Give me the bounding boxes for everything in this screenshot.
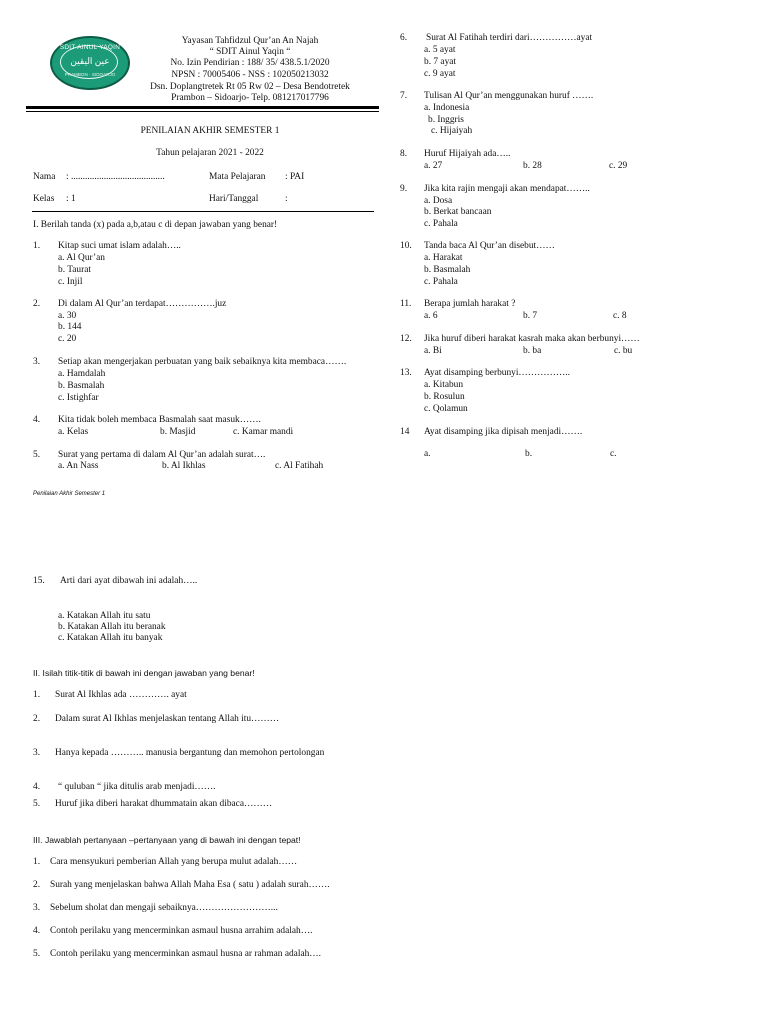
option: c. Istighfar xyxy=(58,393,99,403)
question-text: Jika huruf diberi harakat kasrah maka akan berbunyi…… xyxy=(424,334,640,344)
section1-instruction: I. Berilah tanda (x) pada a,b,atau c di depan jawaban yang benar! xyxy=(33,220,278,230)
fill-number: 4. xyxy=(33,782,41,792)
option: a. Indonesia xyxy=(424,103,470,113)
mapel-value: : PAI xyxy=(285,172,305,182)
question-number: 3. xyxy=(33,357,41,367)
question-number: 2. xyxy=(33,299,41,309)
option: a. Kelas xyxy=(58,427,89,437)
option: b. Basmalah xyxy=(58,381,105,391)
question-text: Surat Al Fatihah terdiri dari……………ayat xyxy=(426,33,593,43)
exam-title: PENILAIAN AKHIR SEMESTER 1 xyxy=(140,126,280,136)
identity-divider xyxy=(32,211,374,212)
kelas-value: : 1 xyxy=(66,194,76,204)
question-number: 4. xyxy=(33,415,41,425)
logo-center-text: عين اليقين xyxy=(70,56,110,66)
option: c. 8 xyxy=(613,311,627,321)
option: c. Katakan Allah itu banyak xyxy=(58,633,163,643)
option: c. 20 xyxy=(58,334,77,344)
footer-label: Penilaian Akhir Semester 1 xyxy=(33,491,106,497)
option: c. Qolamun xyxy=(424,404,468,414)
option: a. 27 xyxy=(424,161,443,171)
school-year: Tahun pelajaran 2021 - 2022 xyxy=(156,148,264,158)
question-text: Arti dari ayat dibawah ini adalah….. xyxy=(60,576,198,586)
question-number: 9. xyxy=(400,184,408,194)
option: a. An Nass xyxy=(58,461,99,471)
question-text: Setiap akan mengerjakan perbuatan yang baik sebaiknya kita membaca……. xyxy=(58,357,347,367)
option: b. Berkat bancaan xyxy=(424,207,492,217)
option: a. 6 xyxy=(424,311,438,321)
option: a. 30 xyxy=(58,311,77,321)
essay-number: 3. xyxy=(33,903,41,913)
option: b. 7 xyxy=(523,311,538,321)
option: b. 7 ayat xyxy=(424,57,457,67)
question-number: 15. xyxy=(33,576,45,586)
hari-value: : xyxy=(285,194,288,204)
option: c. 9 ayat xyxy=(424,69,456,79)
essay-item: Surah yang menjelaskan bahwa Allah Maha Esa ( satu ) adalah surah……. xyxy=(50,880,330,890)
question-text: Jika kita rajin mengaji akan mendapat…….. xyxy=(424,184,590,194)
option: b. Taurat xyxy=(58,265,92,275)
logo-ring-text: SDIT AINUL YAQIN xyxy=(59,44,121,51)
nama-label: Nama xyxy=(33,172,56,182)
option: b. xyxy=(525,449,533,459)
section2-instruction: II. Isilah titik-titik di bawah ini dengan jawaban yang benar! xyxy=(33,668,255,678)
question-number: 11. xyxy=(400,299,412,309)
essay-number: 5. xyxy=(33,949,41,959)
option: b. 28 xyxy=(523,161,542,171)
option: b. Al Ikhlas xyxy=(162,461,206,471)
option: a. Harakat xyxy=(424,253,463,263)
school-logo xyxy=(50,36,130,90)
essay-item: Contoh perilaku yang mencerminkan asmaul husna arrahim adalah…. xyxy=(50,926,313,936)
option: b. Inggris xyxy=(428,115,464,125)
question-text: Kitap suci umat islam adalah….. xyxy=(58,241,181,251)
address-phone: Prambon – Sidoarjo- Telp. 081217017796 xyxy=(171,93,329,103)
question-text: Tulisan Al Qur’an menggunakan huruf ……. xyxy=(424,91,594,101)
logo-bottom-text: PRAMBON · SIDOARJO xyxy=(64,72,116,77)
option: c. Al Fatihah xyxy=(275,461,324,471)
option: a. Katakan Allah itu satu xyxy=(58,611,151,621)
option: c. bu xyxy=(614,346,633,356)
option: a. 5 ayat xyxy=(424,45,456,55)
option: b. 144 xyxy=(58,322,82,332)
fill-item: Surat Al Ikhlas ada …………. ayat xyxy=(55,690,187,700)
option: a. Al Qur’an xyxy=(58,253,105,263)
question-number: 10. xyxy=(400,241,412,251)
question-text: Ayat disamping berbunyi…………….. xyxy=(424,368,570,378)
option: a. Dosa xyxy=(424,196,453,206)
fill-number: 1. xyxy=(33,690,41,700)
fill-number: 5. xyxy=(33,799,41,809)
option: c. xyxy=(610,449,617,459)
essay-item: Cara mensyukuri pemberian Allah yang berupa mulut adalah…… xyxy=(50,857,298,867)
question-text: Ayat disamping jika dipisah menjadi……. xyxy=(424,427,583,437)
question-number: 7. xyxy=(400,91,408,101)
question-text: Berapa jumlah harakat ? xyxy=(424,299,516,309)
option: b. ba xyxy=(523,346,542,356)
option: b. Masjid xyxy=(160,427,196,437)
option: c. Pahala xyxy=(424,277,458,287)
option: c. 29 xyxy=(609,161,628,171)
option: a. xyxy=(424,449,431,459)
essay-number: 4. xyxy=(33,926,41,936)
fill-item: “ quluban “ jika ditulis arab menjadi……. xyxy=(58,782,216,792)
option: b. Katakan Allah itu beranak xyxy=(58,622,166,632)
npsn-nss: NPSN : 70005406 - NSS : 102050213032 xyxy=(171,70,329,80)
question-text: Di dalam Al Qur’an terdapat…………….juz xyxy=(58,299,227,309)
option: c. Kamar mandi xyxy=(233,427,294,437)
header-divider-thick xyxy=(26,106,379,109)
hari-label: Hari/Tanggal xyxy=(209,194,259,204)
question-number: 12. xyxy=(400,334,412,344)
option: c. Injil xyxy=(58,277,83,287)
question-text: Huruf Hijaiyah ada….. xyxy=(424,149,511,159)
question-text: Kita tidak boleh membaca Basmalah saat masuk……. xyxy=(58,415,261,425)
question-text: Surat yang pertama di dalam Al Qur’an adalah surat…. xyxy=(58,450,266,460)
fill-item: Hanya kepada ……….. manusia bergantung dan memohon pertolongan xyxy=(55,748,325,758)
option: a. Kitabun xyxy=(424,380,464,390)
fill-number: 2. xyxy=(33,714,41,724)
question-number: 1. xyxy=(33,241,41,251)
question-number: 13. xyxy=(400,368,412,378)
fill-number: 3. xyxy=(33,748,41,758)
header-divider-thin xyxy=(26,111,379,112)
question-number: 6. xyxy=(400,33,408,43)
mapel-label: Mata Pelajaran xyxy=(209,172,266,182)
kelas-label: Kelas xyxy=(33,194,55,204)
question-number: 8. xyxy=(400,149,408,159)
option: c. Pahala xyxy=(424,219,458,229)
option: b. Rosulun xyxy=(424,392,465,402)
option: a. Bi xyxy=(424,346,442,356)
section3-instruction: III. Jawablah pertanyaan –pertanyaan yang di bawah ini dengan tepat! xyxy=(33,835,301,845)
fill-item: Dalam surat Al Ikhlas menjelaskan tentang Allah itu……… xyxy=(55,714,280,724)
question-text: Tanda baca Al Qur’an disebut…… xyxy=(424,241,555,251)
nama-field: : ........................................ xyxy=(66,172,165,182)
option: a. Hamdalah xyxy=(58,369,106,379)
option: c. Hijaiyah xyxy=(431,126,473,136)
foundation-name: Yayasan Tahfidzul Qur’an An Najah xyxy=(181,36,319,46)
permit-number: No. Izin Pendirian : 188/ 35/ 438.5.1/2020 xyxy=(170,58,330,68)
school-name: “ SDIT Ainul Yaqin “ xyxy=(209,47,291,57)
question-number: 5. xyxy=(33,450,41,460)
address: Dsn. Doplangtretek Rt 05 Rw 02 – Desa Bendotretek xyxy=(150,82,350,92)
fill-item: Huruf jika diberi harakat dhummatain akan dibaca……… xyxy=(55,799,273,809)
essay-item: Sebelum sholat dan mengaji sebaiknya……………………... xyxy=(50,903,278,913)
option: b. Basmalah xyxy=(424,265,471,275)
essay-item: Contoh perilaku yang mencerminkan asmaul husna ar rahman adalah…. xyxy=(50,949,322,959)
essay-number: 2. xyxy=(33,880,41,890)
essay-number: 1. xyxy=(33,857,41,867)
question-number: 14 xyxy=(400,427,410,437)
